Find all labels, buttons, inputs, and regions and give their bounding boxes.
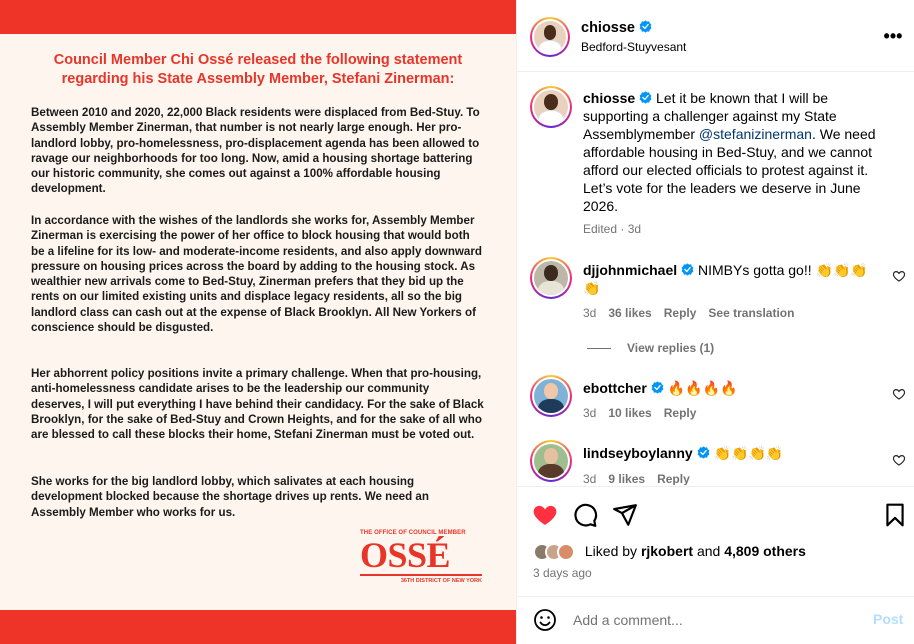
comment-body: 👏👏👏👏 (713, 445, 784, 461)
liked-by-and: and (696, 543, 721, 559)
statement-paragraph: She works for the big landlord lobby, which salivates at each housing development blocked because the shortage drives up rents. We need an Assembly Member who works for us. (31, 475, 429, 519)
verified-badge-icon (639, 91, 652, 104)
replies-divider (587, 348, 611, 349)
verified-badge-icon (697, 446, 710, 459)
red-banner-top (0, 0, 516, 34)
avatar[interactable] (530, 257, 572, 299)
liked-by-user[interactable]: rjkobert (640, 543, 694, 559)
caption-username[interactable]: chiosse (583, 90, 636, 106)
comment-username[interactable]: ebottcher (583, 380, 647, 396)
comment-icon[interactable] (572, 502, 598, 528)
avatar[interactable] (530, 17, 570, 57)
avatar[interactable] (530, 375, 572, 417)
like-comment-icon[interactable] (892, 269, 906, 283)
post-side-panel (516, 0, 914, 644)
header-location[interactable]: Bedford-Stuyvesant (581, 40, 687, 54)
like-comment-icon[interactable] (892, 387, 906, 401)
statement-paragraph: Between 2010 and 2020, 22,000 Black residents were displaced from Bed-Stuy. To Assembly Member Zinerman, that number is not nearly large enough. Her pro-landlord lobby, pro-homelessness, pro-displacement agenda has been allowed to ravage our neighborhoods for too long. Now, amid a housing shortage battering our historic community, she comes out against a 100% affordable housing development. (31, 106, 480, 196)
comment-username[interactable]: lindseyboylanny (583, 445, 693, 461)
post-header (517, 0, 914, 72)
logo-bottom-text: 36TH DISTRICT OF NEW YORK (400, 578, 482, 584)
liked-by-summary[interactable] (533, 543, 806, 561)
view-replies-button[interactable] (587, 341, 714, 355)
comment-body: NIMBYs gotta go!! 👏👏👏👏 (583, 262, 868, 296)
caption-mention-link[interactable]: @stefanizinerman (698, 126, 812, 142)
view-replies-label[interactable]: View replies (1) (627, 341, 715, 355)
bookmark-icon[interactable] (882, 502, 908, 528)
see-translation-link[interactable]: See translation (708, 306, 795, 320)
statement-paragraph: In accordance with the wishes of the landlords she works for, Assembly Member Zinerman is exercising the power of her office to block housing that would both be a lifeline for its low- and moderate-income residents, and also apply downward pressure on housing prices across the board by adding to the housing stock. As wealthier new arrivals come to Bed-Stuy, Zinerman prefers that they bid up the rents on our limited existing units and displace legacy residents, all so the big landlord class can cash out at the expense of Black Brooklyn. All New Yorkers of conscience should be disgusted. (31, 214, 482, 335)
comments-section[interactable] (517, 73, 914, 485)
caption-text-end: . We need affordable housing in Bed-Stuy, and we cannot afford our elected officials to protest against it. Let’s vote for the leaders we deserve in June 2026. (583, 126, 876, 214)
comment-time: 3d (583, 306, 597, 320)
more-options-icon[interactable]: ••• (883, 26, 903, 46)
statement-headline (22, 51, 494, 89)
caption-meta: Edited · 3d (583, 222, 642, 236)
comment-input[interactable] (573, 609, 863, 631)
avatar[interactable] (530, 440, 572, 482)
reply-button[interactable]: Reply (663, 406, 697, 420)
comment-likes[interactable]: 36 likes (608, 306, 652, 320)
comment-text (583, 379, 879, 397)
reply-button[interactable]: Reply (657, 472, 690, 485)
post-timestamp[interactable]: 3 days ago (533, 566, 592, 580)
username-text[interactable]: chiosse (581, 20, 635, 36)
emoji-icon[interactable] (533, 608, 557, 632)
reply-button[interactable]: Reply (663, 306, 697, 320)
comment-likes[interactable]: 10 likes (608, 406, 652, 420)
verified-badge-icon (639, 20, 652, 33)
like-comment-icon[interactable] (892, 453, 906, 467)
liked-by-prefix: Liked by (584, 543, 638, 559)
share-icon[interactable] (612, 502, 638, 528)
red-banner-bottom (0, 610, 516, 644)
comment-time: 3d (583, 406, 597, 420)
statement-paragraph: Her abhorrent policy positions invite a primary challenge. When that pro-housing, anti-homelessness candidate arises to be the leadership our community deserves, I will put everything I have behind their candidacy. For the sake of Black Brooklyn, for the sake of Bed-Stuy and Crown Heights, and for the sake of all who are blessed to call these blocks their home, Stefani Zinerman must be voted out. (31, 367, 484, 442)
avatar[interactable] (530, 86, 572, 128)
comment-meta (583, 306, 806, 320)
liked-by-others[interactable]: 4,809 others (724, 543, 806, 559)
comment-text (583, 444, 879, 462)
comment-meta (583, 472, 702, 485)
post-caption (583, 89, 895, 215)
header-username[interactable] (581, 20, 652, 36)
headline-line-2: regarding his State Assembly Member, Stefani Zinerman: (61, 71, 455, 87)
headline-line-1: Council Member Chi Ossé released the following statement (53, 52, 463, 68)
comment-text (583, 261, 879, 297)
post-comment-button[interactable]: Post (873, 611, 904, 627)
comment-meta (583, 406, 708, 420)
comment-body: 🔥🔥🔥🔥 (667, 380, 738, 396)
comment-likes[interactable]: 9 likes (608, 472, 646, 485)
verified-badge-icon (681, 263, 694, 276)
verified-badge-icon (651, 381, 664, 394)
caption-text-start: Let it be known that I will be supporting a challenger against my State Assemblymember (583, 90, 837, 142)
logo-top-text: THE OFFICE OF COUNCIL MEMBER (360, 530, 466, 536)
comment-time: 3d (583, 472, 597, 485)
liker-avatar (557, 543, 575, 561)
heart-icon[interactable] (532, 502, 558, 528)
logo-wordmark: OSSÉ (360, 536, 482, 576)
comment-username[interactable]: djjohnmichael (583, 262, 678, 278)
add-comment-bar (517, 596, 914, 644)
osse-office-logo (360, 530, 482, 586)
post-action-bar (517, 486, 914, 586)
